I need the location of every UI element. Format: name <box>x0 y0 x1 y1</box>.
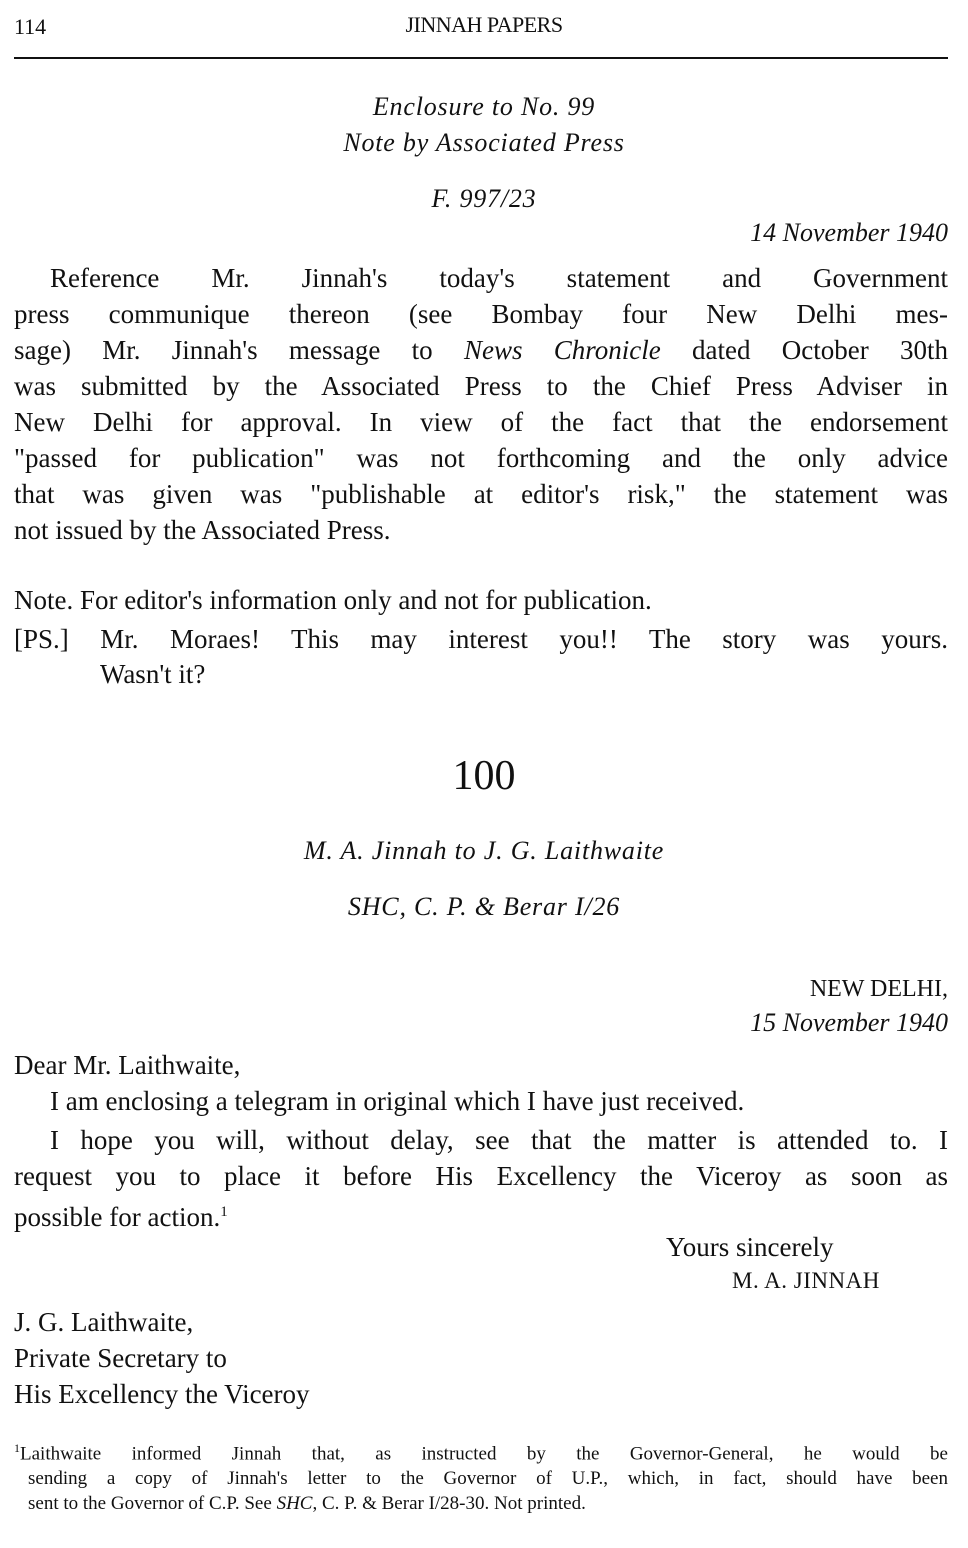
text-line: "passed for publication" was not forthcoming and the only advice <box>14 443 948 473</box>
document-title: M. A. Jinnah to J. G. Laithwaite <box>303 836 665 865</box>
enclosure-body <box>14 260 948 548</box>
letter-date: 15 November 1940 <box>750 1008 948 1037</box>
text-line: request you to place it before His Excellency the Viceroy as soon as <box>14 1161 948 1191</box>
enclosure-subtitle: Note by Associated Press <box>343 128 625 157</box>
running-title: JINNAH PAPERS <box>405 12 563 37</box>
header-rule <box>14 57 948 59</box>
text-line: was submitted by the Associated Press to the Chief Press Adviser in <box>14 371 948 401</box>
enclosure-date: 14 November 1940 <box>750 218 948 247</box>
text-line <box>14 332 948 368</box>
text-line: not issued by the Associated Press. <box>14 515 391 545</box>
footnote-line <box>14 1436 948 1466</box>
text-segment-italic: SHC <box>276 1493 313 1515</box>
publication-title: News Chronicle <box>463 335 661 365</box>
addressee-line: Private Secretary to <box>14 1343 227 1373</box>
letter-paragraph-1: I am enclosing a telegram in original which I have just received. <box>50 1086 745 1116</box>
editor-note: Note. For editor's information only and not for publication. <box>14 585 652 615</box>
enclosure-title: Enclosure to No. 99 <box>372 92 596 121</box>
enclosure-file-ref: F. 997/23 <box>431 184 537 213</box>
addressee-line: J. G. Laithwaite, <box>14 1307 194 1337</box>
signature: M. A. JINNAH <box>732 1268 880 1293</box>
footnote-line <box>14 1491 948 1516</box>
document-ref: SHC, C. P. & Berar I/26 <box>347 892 621 921</box>
letter-place: NEW DELHI, <box>809 976 948 1002</box>
page-number: 114 <box>14 14 47 39</box>
closing: Yours sincerely <box>666 1232 834 1262</box>
footnote <box>14 1436 948 1516</box>
letter-paragraph-2 <box>14 1122 948 1235</box>
footnote-reference: 1 <box>220 1204 228 1220</box>
text-segment: possible for action. <box>14 1202 221 1232</box>
footnote-mark: 1 <box>14 1441 20 1455</box>
text-segment: Laithwaite informed Jinnah that, as instructed by the Governor-General, he would be <box>20 1443 948 1465</box>
salutation: Dear Mr. Laithwaite, <box>14 1050 241 1080</box>
text-line: I hope you will, without delay, see that the matter is attended to. I <box>50 1125 948 1155</box>
text-line: press communique thereon (see Bombay four New Delhi mes- <box>14 299 948 329</box>
text-line: Reference Mr. Jinnah's today's statement and Government <box>50 263 948 293</box>
text-line: [PS.] Mr. Moraes! This may interest you!! The story was yours. <box>14 624 948 654</box>
text-segment: dated October 30th <box>660 335 948 365</box>
text-line: that was given was "publishable at editor's risk," the statement was <box>14 479 948 509</box>
text-segment: sent to the Governor of C.P. See <box>28 1493 277 1515</box>
postscript-line-2: Wasn't it? <box>100 659 206 689</box>
postscript <box>14 621 948 657</box>
document-number: 100 <box>452 753 516 799</box>
text-line <box>14 1194 948 1235</box>
text-segment: , C. P. & Berar I/28-30. Not printed. <box>312 1493 586 1515</box>
addressee-block <box>14 1304 310 1412</box>
addressee-line: His Excellency the Viceroy <box>14 1379 310 1409</box>
text-line: New Delhi for approval. In view of the fact that the endorsement <box>14 407 948 437</box>
footnote-line: sending a copy of Jinnah's letter to the Governor of U.P., which, in fact, should have been <box>28 1468 948 1490</box>
text-segment: sage) Mr. Jinnah's message to <box>14 335 464 365</box>
